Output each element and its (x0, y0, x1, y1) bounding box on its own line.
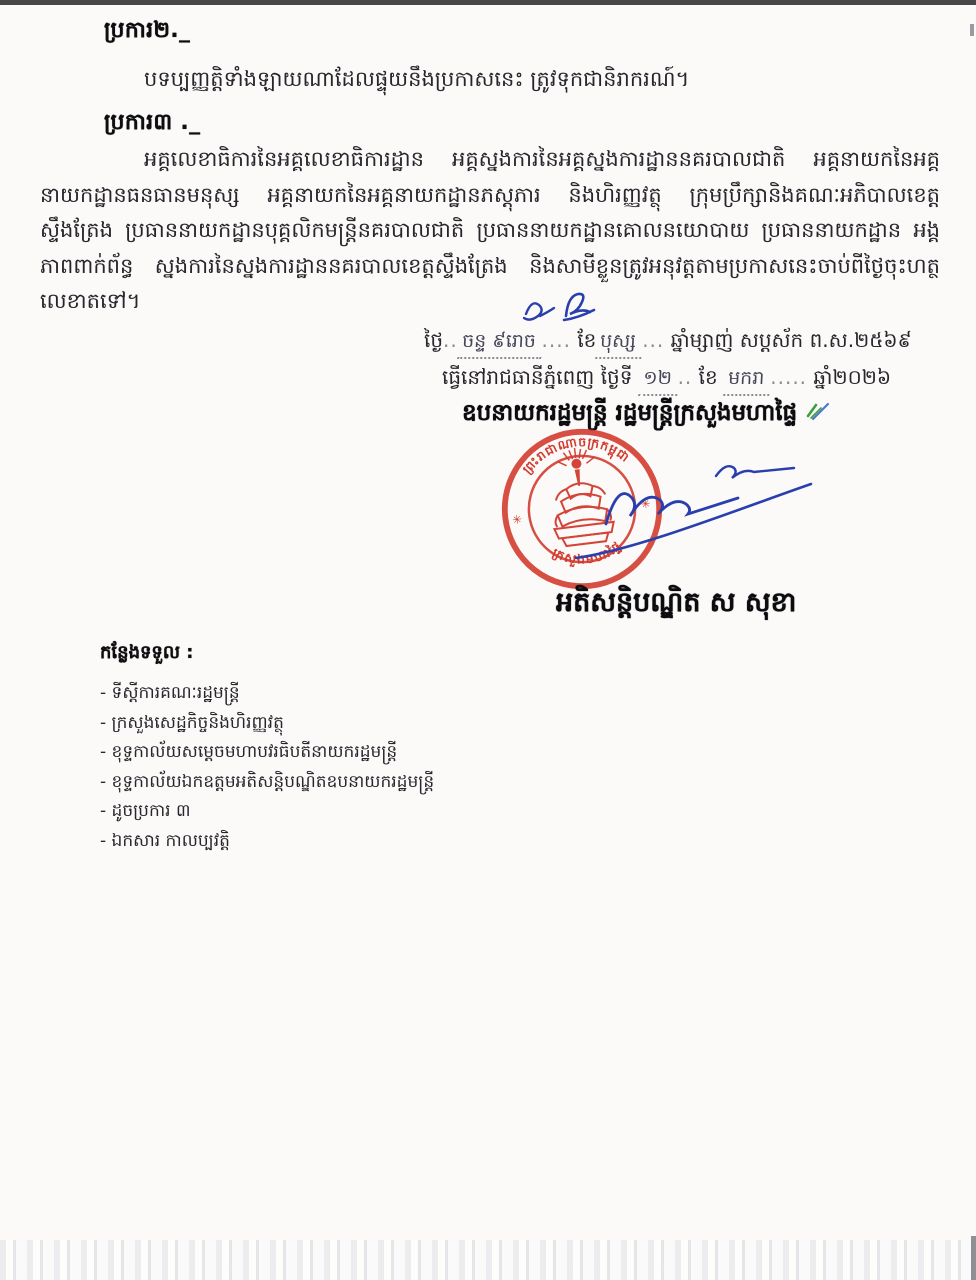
date-month-label: ខែ (577, 328, 597, 352)
recipient-item: - ដូចប្រការ ៣ (100, 801, 191, 821)
minister-title-text: ឧបនាយករដ្ឋមន្ត្រី រដ្ឋមន្ត្រីក្រសួងមហាផ្ទៃ (462, 400, 798, 426)
recipient-item: - ក្រសួងសេដ្ឋកិច្ចនិងហិរញ្ញវត្ថុ (100, 712, 284, 733)
civil-date-line (442, 364, 891, 396)
scan-top-edge (0, 0, 976, 5)
place-date-label: ធ្វើនៅរាជធានីភ្នំពេញ ថ្ងៃទី (442, 365, 633, 389)
handwritten-month-name: មករា (723, 366, 771, 396)
recipient-item: - ទីស្តីការគណៈរដ្ឋមន្ត្រី (100, 683, 240, 703)
civil-month-label: ខែ (698, 365, 718, 389)
dotted-fill: .. (443, 328, 458, 352)
handwritten-month: បុស្ស (596, 329, 643, 359)
handwritten-day: ចន្ទ ៩រោច (457, 329, 542, 359)
dotted-fill: ..... (770, 365, 808, 389)
recipients-heading: កន្លែងទទួល : (100, 642, 194, 663)
article-2-heading: ប្រការ២._ (104, 18, 191, 43)
recipient-item: - ខុទ្ទកាល័យសម្តេចមហាបវរធិបតីនាយករដ្ឋមន្ត្រី (100, 742, 398, 762)
scan-bottom-band (0, 1240, 976, 1280)
recipients-list (100, 679, 580, 856)
recipient-item: - ខុទ្ទកាល័យឯកឧត្តមអតិសន្តិបណ្ឌិតឧបនាយករដ្ឋមន្ត្រី (100, 771, 435, 792)
article-2-body: បទប្បញ្ញត្តិទាំងឡាយណាដែលផ្ទុយនឹងប្រកាសនេះ ត្រូវទុកជានិរាករណ៍។ (144, 67, 690, 91)
dotted-fill: .... (541, 328, 571, 352)
green-check-icon (805, 400, 831, 428)
seal-left-star-icon: ✳ (511, 512, 523, 528)
seal-bottom-text: ក្រសួងមហាផ្ទៃ (550, 537, 625, 567)
signer-name: អតិសន្តិបណ្ឌិត ស សុខា (556, 587, 797, 618)
initials-ink-icon (520, 280, 600, 328)
article-3-body: អគ្គលេខាធិការនៃអគ្គលេខាធិការដ្ឋាន អគ្គស្នងការនៃអគ្គស្នងការដ្ឋាននគរបាលជាតិ អគ្គនាយកនៃអគ្គនាយកដ្ឋានធនធានមនុស្ស អគ្គនាយកនៃអគ្គនាយកដ្ឋានភស្តុភារ និងហិរញ្ញវត្ថុ ក្រុមប្រឹក្សានិងគណៈអភិបាលខេត្តស្ទឹងត្រែង ប្រធាននាយកដ្ឋានបុគ្គលិកមន្ត្រីនគរបាលជាតិ ប្រធាននាយកដ្ឋានគោលនយោបាយ ប្រធាននាយកដ្ឋាន អង្គភាពពាក់ព័ន្ធ ស្នងការនៃស្នងការដ្ឋាននគរបាលខេត្តស្ទឹងត្រែង និងសាមីខ្លួនត្រូវអនុវត្តតាមប្រកាសនេះចាប់ពីថ្ងៃចុះហត្ថលេខាតទៅ។ (40, 147, 940, 314)
dotted-fill: ... (642, 328, 665, 352)
lunar-year-text: ឆ្នាំម្សាញ់ សប្តស័ក ព.ស.២៥៦៩ (670, 328, 912, 352)
scan-corner-artifact (971, 1236, 976, 1280)
handwritten-day-number: ១២ (638, 366, 678, 396)
minister-signature-ink (566, 446, 816, 566)
lunar-date-line (424, 327, 912, 359)
article-3-heading: ប្រការ៣ ._ (104, 110, 201, 135)
seal-top-text: ព្រះរាជាណាចក្រកម្ពុជា (519, 433, 633, 477)
recipient-item: - ឯកសារ កាលប្បវត្តិ (100, 830, 230, 851)
seal-right-star-icon: ✳ (639, 496, 652, 512)
date-day-label: ថ្ងៃ (424, 328, 444, 352)
civil-year-text: ឆ្នាំ២០២៦ (813, 365, 892, 389)
dotted-fill: .. (677, 365, 693, 389)
recipients-block (100, 640, 580, 856)
scan-edge-artifact (970, 24, 974, 36)
